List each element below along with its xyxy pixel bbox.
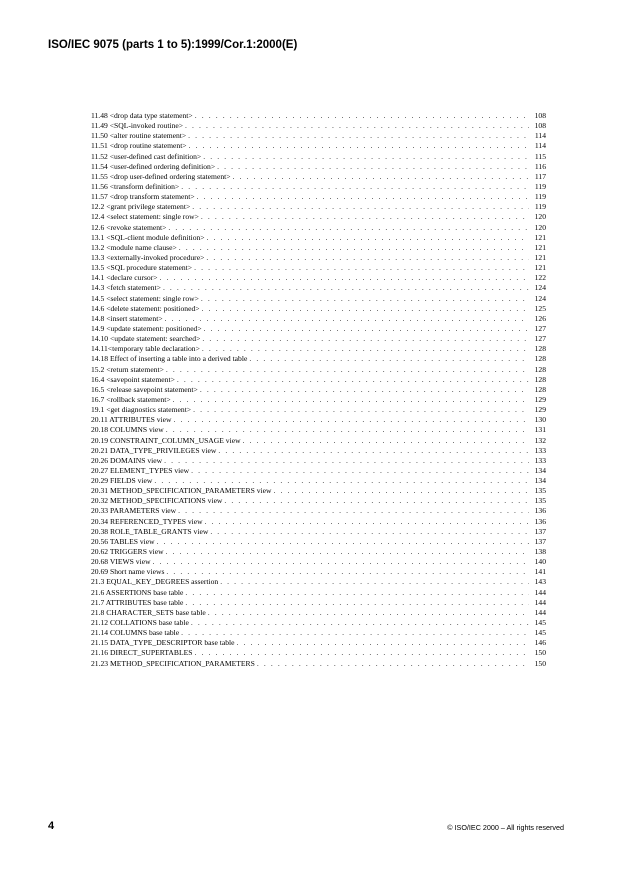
toc-entry-title: 12.2 <grant privilege statement> (91, 202, 191, 212)
toc-entry-page: 145 (534, 618, 546, 628)
toc-leader-dots (207, 233, 529, 243)
toc-entry-page: 134 (534, 465, 546, 475)
toc-leader-dots (189, 141, 529, 151)
toc-entry[interactable] (91, 415, 546, 425)
toc-leader-dots (166, 365, 529, 375)
toc-leader-dots (166, 567, 529, 577)
toc-entry-page: 133 (534, 455, 546, 465)
toc-leader-dots (185, 121, 529, 131)
toc-leader-dots (204, 324, 529, 334)
toc-leader-dots (191, 618, 529, 628)
toc-entry-title: 16.4 <savepoint statement> (91, 374, 175, 384)
toc-leader-dots (178, 506, 529, 516)
toc-entry[interactable] (91, 192, 546, 202)
toc-leader-dots (168, 223, 529, 233)
toc-entry-title: 13.2 <module name clause> (91, 242, 177, 252)
toc-leader-dots (202, 344, 529, 354)
toc-entry-title: 21.7 ATTRIBUTES base table (91, 597, 184, 607)
toc-entry-page: 108 (534, 121, 546, 131)
copyright-notice: © ISO/IEC 2000 – All rights reserved (447, 823, 564, 832)
toc-entry-page: 150 (534, 658, 546, 668)
toc-entry[interactable] (91, 577, 546, 587)
toc-entry[interactable] (91, 233, 546, 243)
toc-entry-title: 20.62 TRIGGERS view (91, 547, 164, 557)
toc-entry[interactable] (91, 141, 546, 151)
toc-entry-page: 120 (534, 212, 546, 222)
toc-leader-dots (181, 182, 529, 192)
toc-entry-title: 11.48 <drop data type statement> (91, 111, 193, 120)
toc-entry-title: 13.1 <SQL-client module definition> (91, 232, 205, 242)
toc-leader-dots (201, 294, 529, 304)
toc-entry-page: 121 (534, 252, 546, 262)
toc-entry-page: 125 (534, 303, 546, 313)
toc-entry-title: 21.14 COLUMNS base table (91, 628, 180, 638)
toc-entry[interactable] (91, 405, 546, 415)
toc-entry-title: 20.68 VIEWS view (91, 557, 151, 567)
toc-entry[interactable] (91, 294, 546, 304)
toc-leader-dots (233, 172, 529, 182)
toc-entry-title: 14.8 <insert statement> (91, 313, 163, 323)
toc-leader-dots (185, 588, 529, 598)
toc-entry[interactable] (91, 567, 546, 577)
toc-entry[interactable] (91, 202, 546, 212)
toc-entry-title: 14.18 Effect of inserting a table into a derived table (91, 354, 248, 364)
toc-entry[interactable] (91, 496, 546, 506)
toc-entry[interactable] (91, 486, 546, 496)
toc-entry-title: 21.3 EQUAL_KEY_DEGREES assertion (91, 577, 219, 587)
toc-entry-page: 115 (534, 151, 546, 161)
toc-entry-title: 20.19 CONSTRAINT_COLUMN_USAGE view (91, 435, 241, 445)
toc-entry-title: 13.3 <externally-invoked procedure> (91, 252, 205, 262)
toc-entry-page: 138 (534, 547, 546, 557)
toc-entry-title: 11.55 <drop user-defined ordering statement> (91, 171, 231, 181)
toc-entry[interactable] (91, 152, 546, 162)
toc-entry-page: 141 (534, 567, 546, 577)
toc-entry-title: 11.51 <drop routine statement> (91, 141, 187, 151)
toc-entry[interactable] (91, 557, 546, 567)
toc-entry[interactable] (91, 425, 546, 435)
toc-entry-title: 20.29 FIELDS view (91, 476, 153, 486)
toc-leader-dots (157, 537, 529, 547)
toc-entry[interactable] (91, 121, 546, 131)
document-header: ISO/IEC 9075 (parts 1 to 5):1999/Cor.1:2000(E) (48, 39, 298, 51)
toc-entry-title: 21.15 DATA_TYPE_DESCRIPTOR base table (91, 638, 235, 648)
toc-leader-dots (243, 436, 529, 446)
toc-entry-title: 14.5 <select statement: single row> (91, 293, 199, 303)
toc-entry-page: 121 (534, 232, 546, 242)
toc-entry-page: 140 (534, 557, 546, 567)
toc-entry-title: 21.6 ASSERTIONS base table (91, 587, 184, 597)
toc-leader-dots (210, 527, 529, 537)
toc-entry-title: 20.27 ELEMENT_TYPES view (91, 465, 190, 475)
toc-leader-dots (249, 354, 529, 364)
toc-leader-dots (174, 415, 529, 425)
toc-entry-title: 21.23 METHOD_SPECIFICATION_PARAMETERS (91, 658, 255, 668)
toc-entry[interactable] (91, 588, 546, 598)
toc-entry-title: 16.7 <rollback statement> (91, 394, 171, 404)
toc-entry-title: 20.11 ATTRIBUTES view (91, 415, 172, 425)
toc-entry-page: 128 (534, 384, 546, 394)
toc-entry[interactable] (91, 273, 546, 283)
toc-leader-dots (192, 202, 529, 212)
toc-leader-dots (205, 517, 529, 527)
toc-entry-page: 119 (534, 192, 546, 202)
toc-entry[interactable] (91, 527, 546, 537)
toc-entry[interactable] (91, 466, 546, 476)
toc-leader-dots (160, 273, 529, 283)
toc-leader-dots (206, 253, 529, 263)
toc-entry-page: 127 (534, 334, 546, 344)
toc-entry-page: 146 (534, 638, 546, 648)
toc-leader-dots (218, 446, 529, 456)
toc-entry-title: 21.16 DIRECT_SUPERTABLES (91, 648, 193, 658)
toc-entry-title: 11.49 <SQL-invoked routine> (91, 121, 184, 131)
toc-entry-title: 20.69 Short name views (91, 567, 165, 577)
page-number: 4 (48, 820, 55, 832)
toc-entry[interactable] (91, 547, 546, 557)
toc-entry-title: 14.6 <delete statement: positioned> (91, 303, 200, 313)
toc-entry[interactable] (91, 436, 546, 446)
toc-entry-page: 143 (534, 577, 546, 587)
toc-leader-dots (208, 608, 529, 618)
toc-entry-page: 116 (534, 161, 546, 171)
toc-entry[interactable] (91, 618, 546, 628)
toc-entry-page: 121 (534, 242, 546, 252)
toc-entry[interactable] (91, 375, 546, 385)
toc-entry-page: 144 (534, 587, 546, 597)
toc-leader-dots (164, 456, 529, 466)
toc-entry-page: 114 (534, 131, 546, 141)
toc-entry[interactable] (91, 223, 546, 233)
table-of-contents (91, 111, 546, 669)
toc-entry-title: 14.1 <declare cursor> (91, 273, 158, 283)
toc-entry[interactable] (91, 385, 546, 395)
toc-leader-dots (224, 496, 529, 506)
toc-leader-dots (195, 111, 529, 121)
toc-entry-title: 11.57 <drop transform statement> (91, 192, 195, 202)
toc-entry[interactable] (91, 243, 546, 253)
toc-entry-page: 126 (534, 313, 546, 323)
toc-entry-page: 124 (534, 293, 546, 303)
toc-entry-page: 114 (534, 141, 546, 151)
toc-entry-title: 14.10 <update statement: searched> (91, 334, 201, 344)
toc-entry-title: 16.5 <release savepoint statement> (91, 384, 198, 394)
toc-entry-page: 122 (534, 273, 546, 283)
toc-leader-dots (166, 547, 529, 557)
toc-entry-page: 150 (534, 648, 546, 658)
toc-entry-title: 20.32 METHOD_SPECIFICATIONS view (91, 496, 223, 506)
toc-entry-page: 145 (534, 628, 546, 638)
toc-entry[interactable] (91, 659, 546, 669)
toc-entry-page: 128 (534, 374, 546, 384)
toc-entry-page: 129 (534, 394, 546, 404)
toc-leader-dots (237, 638, 529, 648)
toc-entry-title: 11.56 <transform definition> (91, 181, 180, 191)
toc-leader-dots (194, 263, 529, 273)
toc-entry-page: 144 (534, 597, 546, 607)
toc-leader-dots (193, 405, 529, 415)
toc-leader-dots (200, 385, 529, 395)
toc-entry[interactable] (91, 476, 546, 486)
toc-entry[interactable] (91, 395, 546, 405)
toc-leader-dots (217, 162, 529, 172)
toc-entry-page: 119 (534, 181, 546, 191)
toc-entry[interactable] (91, 537, 546, 547)
toc-entry-title: 14.3 <fetch statement> (91, 283, 161, 293)
toc-entry-page: 144 (534, 607, 546, 617)
toc-entry-title: 14.9 <update statement: positioned> (91, 323, 202, 333)
toc-leader-dots (154, 476, 529, 486)
toc-entry-page: 124 (534, 283, 546, 293)
toc-leader-dots (188, 131, 529, 141)
toc-entry[interactable] (91, 456, 546, 466)
toc-leader-dots (165, 314, 529, 324)
toc-leader-dots (177, 375, 529, 385)
toc-leader-dots (166, 425, 529, 435)
toc-entry-page: 137 (534, 536, 546, 546)
toc-leader-dots (201, 212, 529, 222)
toc-entry-title: 11.54 <user-defined ordering definition> (91, 161, 216, 171)
toc-leader-dots (202, 304, 529, 314)
toc-entry-page: 127 (534, 323, 546, 333)
toc-leader-dots (179, 243, 529, 253)
toc-entry-page: 136 (534, 516, 546, 526)
toc-entry[interactable] (91, 365, 546, 375)
toc-entry-title: 14.11<temporary table declaration> (91, 344, 200, 354)
toc-entry-page: 132 (534, 435, 546, 445)
toc-leader-dots (202, 334, 529, 344)
toc-entry-title: 20.18 COLUMNS view (91, 425, 164, 435)
toc-leader-dots (203, 152, 529, 162)
toc-entry-title: 21.12 COLLATIONS base table (91, 618, 189, 628)
toc-entry[interactable] (91, 354, 546, 364)
toc-entry-title: 20.33 PARAMETERS view (91, 506, 177, 516)
toc-entry[interactable] (91, 648, 546, 658)
toc-entry[interactable] (91, 506, 546, 516)
toc-entry[interactable] (91, 628, 546, 638)
toc-leader-dots (194, 648, 529, 658)
toc-entry-page: 128 (534, 354, 546, 364)
toc-entry-title: 20.56 TABLES view (91, 536, 155, 546)
toc-entry-title: 20.34 REFERENCED_TYPES view (91, 516, 203, 526)
toc-entry[interactable] (91, 263, 546, 273)
toc-leader-dots (257, 659, 529, 669)
toc-entry[interactable] (91, 608, 546, 618)
toc-entry-page: 128 (534, 364, 546, 374)
toc-entry-title: 15.2 <return statement> (91, 364, 164, 374)
toc-entry-page: 121 (534, 263, 546, 273)
toc-entry[interactable] (91, 182, 546, 192)
toc-entry-page: 108 (534, 111, 546, 120)
toc-entry-title: 20.38 ROLE_TABLE_GRANTS view (91, 526, 209, 536)
toc-entry[interactable] (91, 304, 546, 314)
toc-entry[interactable] (91, 111, 546, 121)
toc-entry-title: 20.26 DOMAINS view (91, 455, 163, 465)
toc-entry-title: 20.21 DATA_TYPE_PRIVILEGES view (91, 445, 217, 455)
toc-entry-page: 135 (534, 496, 546, 506)
toc-entry-page: 133 (534, 445, 546, 455)
toc-entry[interactable] (91, 172, 546, 182)
toc-entry[interactable] (91, 283, 546, 293)
toc-entry-page: 128 (534, 344, 546, 354)
toc-entry-page: 120 (534, 222, 546, 232)
toc-entry[interactable] (91, 446, 546, 456)
toc-entry-title: 11.50 <alter routine statement> (91, 131, 187, 141)
toc-leader-dots (181, 628, 529, 638)
toc-entry[interactable] (91, 517, 546, 527)
toc-entry-page: 134 (534, 476, 546, 486)
toc-leader-dots (173, 395, 529, 405)
toc-entry-page: 131 (534, 425, 546, 435)
toc-entry[interactable] (91, 598, 546, 608)
toc-entry-page: 129 (534, 405, 546, 415)
toc-entry-page: 130 (534, 415, 546, 425)
toc-leader-dots (163, 283, 529, 293)
toc-leader-dots (185, 598, 529, 608)
toc-entry[interactable] (91, 212, 546, 222)
toc-entry-page: 137 (534, 526, 546, 536)
toc-entry-page: 135 (534, 486, 546, 496)
toc-leader-dots (220, 577, 529, 587)
toc-entry-page: 117 (534, 171, 546, 181)
toc-entry-title: 12.4 <select statement: single row> (91, 212, 199, 222)
toc-entry-title: 21.8 CHARACTER_SETS base table (91, 607, 206, 617)
toc-entry[interactable] (91, 162, 546, 172)
toc-entry-title: 13.5 <SQL procedure statement> (91, 263, 193, 273)
toc-leader-dots (191, 466, 529, 476)
toc-entry-title: 20.31 METHOD_SPECIFICATION_PARAMETERS view (91, 486, 272, 496)
toc-leader-dots (197, 192, 529, 202)
toc-entry[interactable] (91, 334, 546, 344)
toc-leader-dots (274, 486, 529, 496)
toc-entry[interactable] (91, 253, 546, 263)
toc-entry[interactable] (91, 344, 546, 354)
toc-leader-dots (153, 557, 529, 567)
toc-entry-title: 19.1 <get diagnostics statement> (91, 405, 192, 415)
toc-entry[interactable] (91, 131, 546, 141)
toc-entry-title: 11.52 <user-defined cast definition> (91, 151, 202, 161)
toc-entry-page: 136 (534, 506, 546, 516)
toc-entry[interactable] (91, 314, 546, 324)
toc-entry[interactable] (91, 638, 546, 648)
toc-entry-page: 119 (534, 202, 546, 212)
toc-entry-title: 12.6 <revoke statement> (91, 222, 167, 232)
toc-entry[interactable] (91, 324, 546, 334)
